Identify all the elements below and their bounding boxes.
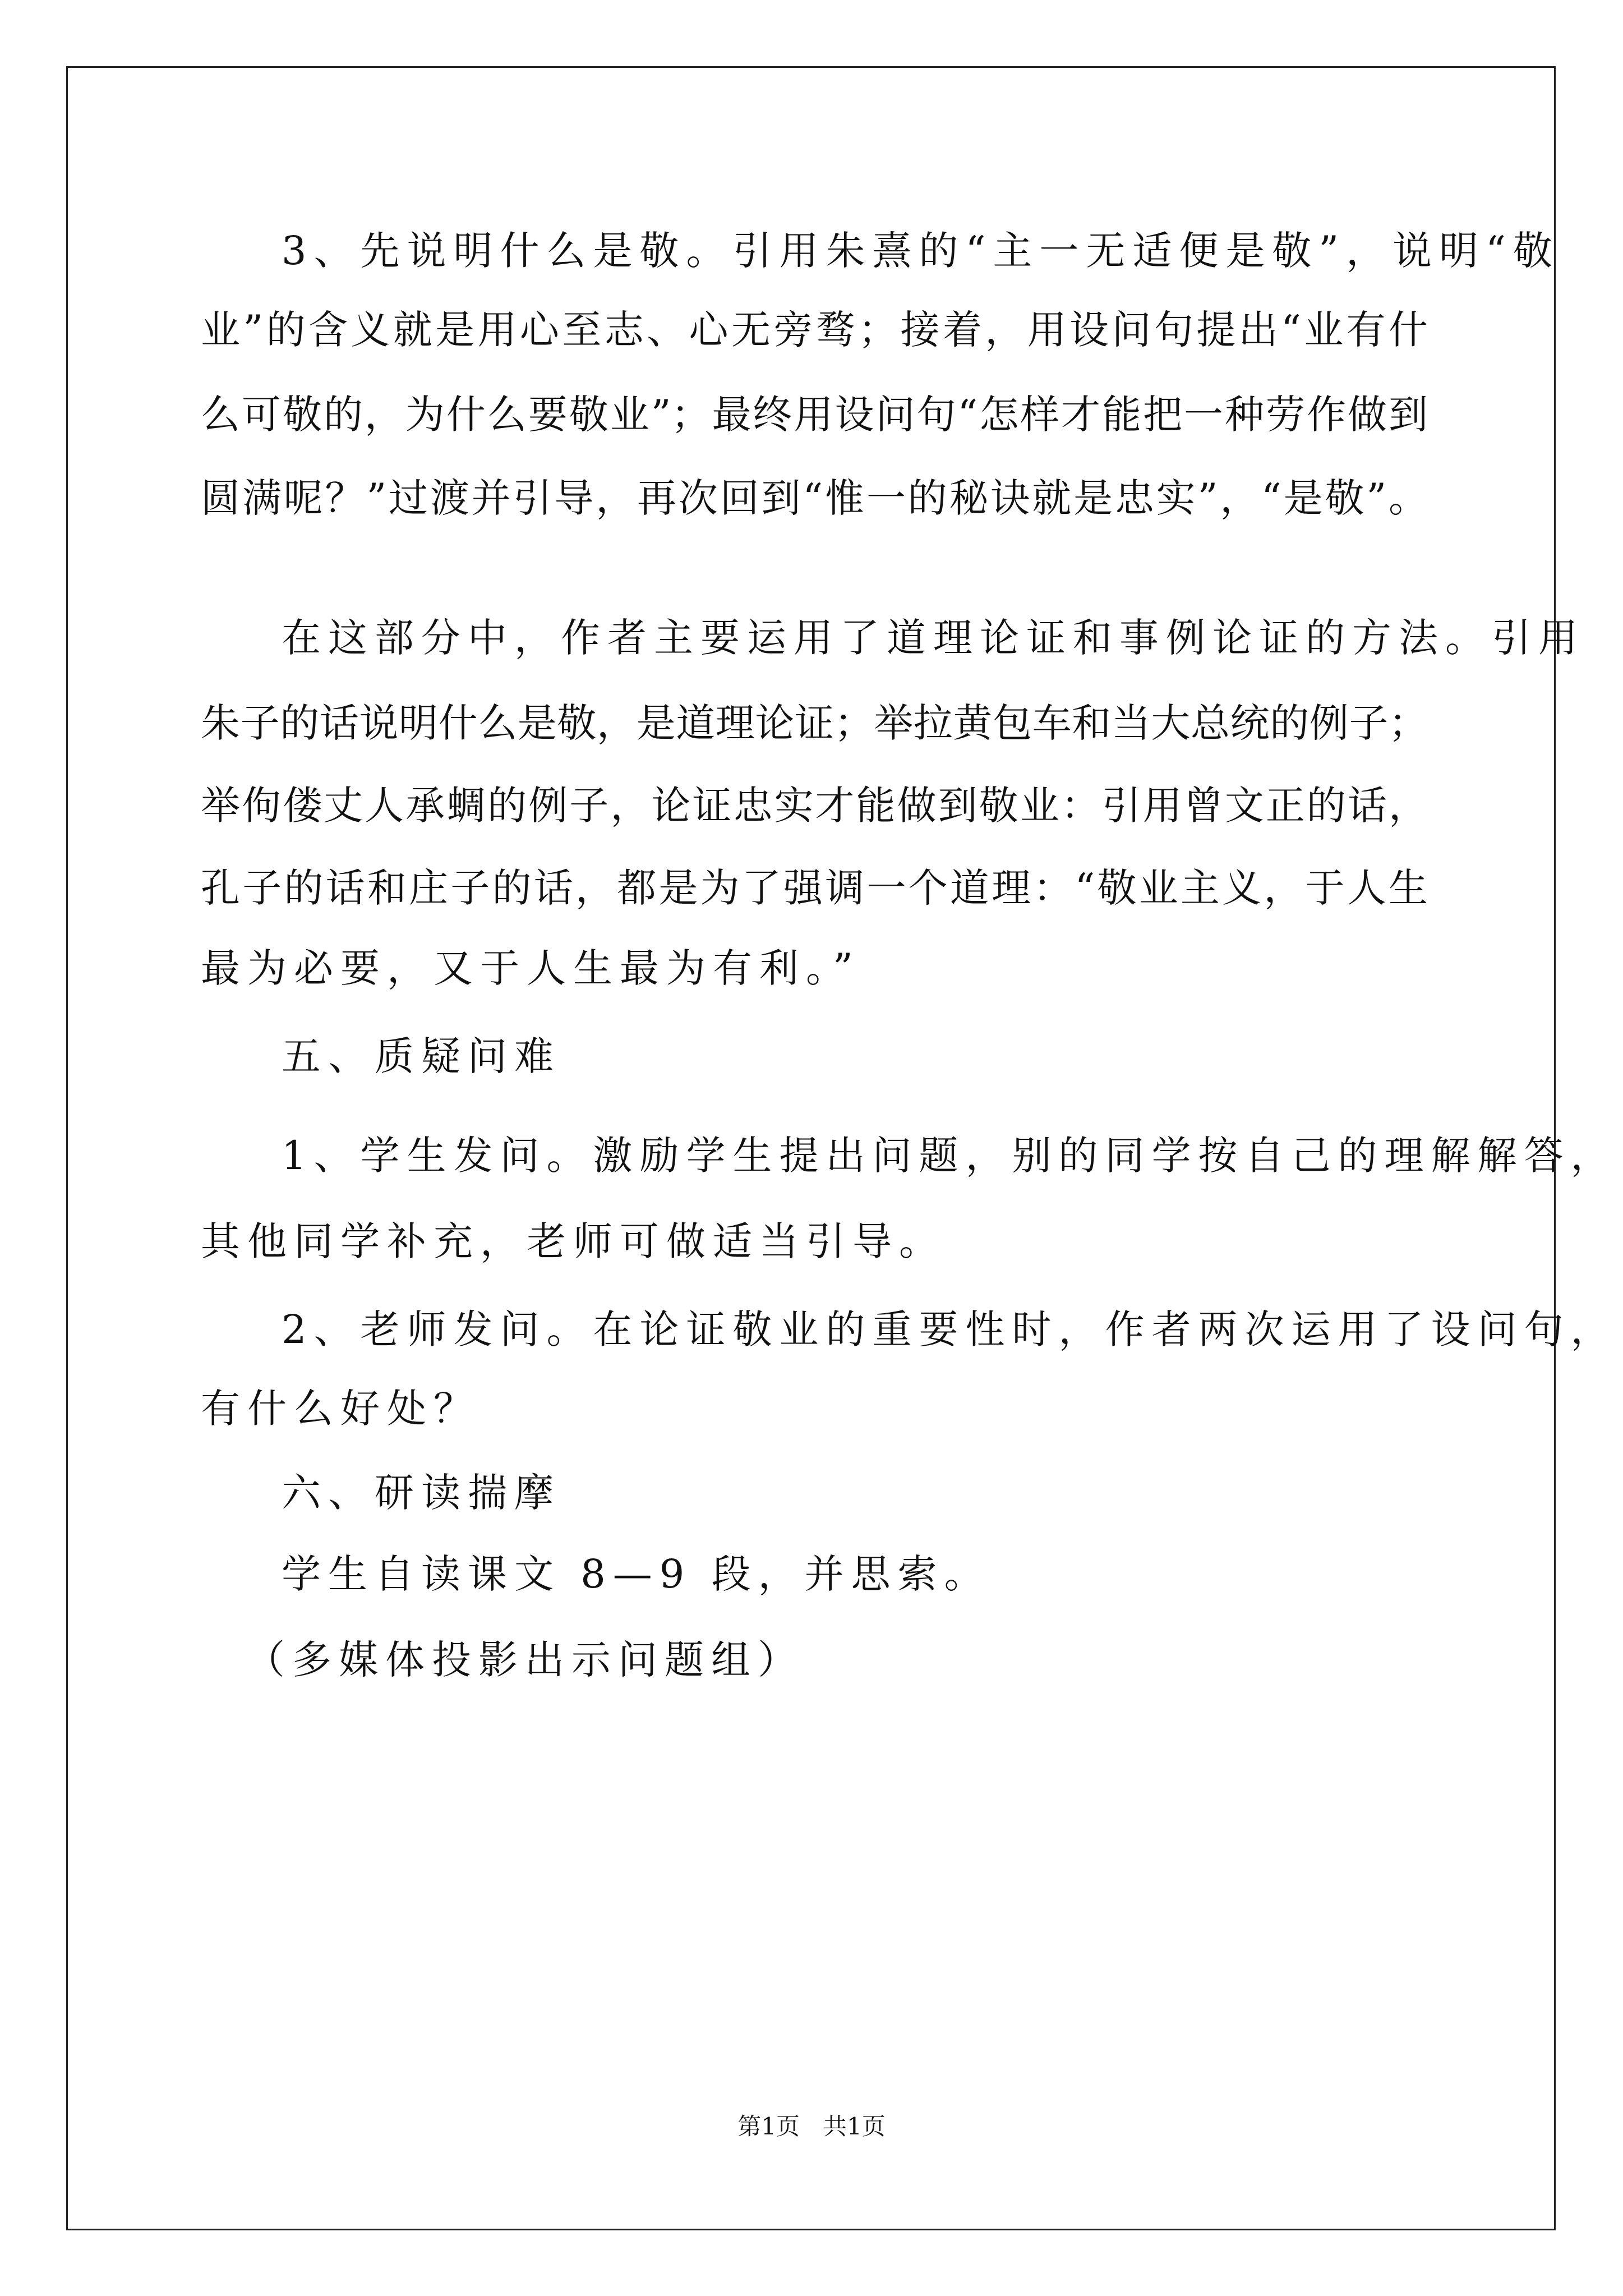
paragraph-line: 其他同学补充，老师可做适当引导。 bbox=[201, 1218, 946, 1264]
paragraph-line: 业”的含义就是用心至志、心无旁骛；接着，用设问句提出“业有什 bbox=[201, 307, 1428, 353]
paragraph-line: 举佝偻丈人承蜩的例子，论证忠实才能做到敬业：引用曾文正的话， bbox=[201, 783, 1428, 829]
paragraph-line: 最为必要，又于人生最为有利。” bbox=[201, 945, 860, 991]
paragraph-line: 有什么好处？ bbox=[201, 1386, 480, 1432]
paragraph-line: 孔子的话和庄子的话，都是为了强调一个道理：“敬业主义，于人生 bbox=[201, 865, 1428, 911]
section-heading: 六、研读揣摩 bbox=[282, 1470, 561, 1516]
section-heading: 五、质疑问难 bbox=[282, 1033, 561, 1079]
page-number: 第1页 共1页 bbox=[737, 2113, 886, 2140]
paragraph-line: 圆满呢？”过渡并引导，再次回到“惟一的秘诀就是忠实”，“是敬”。 bbox=[201, 475, 1428, 521]
paragraph-line: 3、先说明什么是敬。引用朱熹的“主一无适便是敬”，说明“敬 bbox=[282, 228, 1560, 274]
paragraph-line: 在这部分中，作者主要运用了道理论证和事例论证的方法。引用 bbox=[282, 615, 1585, 661]
paragraph-line: 学生自读课文 8—9 段，并思索。 bbox=[282, 1551, 991, 1597]
paragraph-line: 1、学生发问。激励学生提出问题，别的同学按自己的理解解答， bbox=[282, 1133, 1617, 1179]
paragraph-line: 2、老师发问。在论证敬业的重要性时，作者两次运用了设问句， bbox=[282, 1306, 1617, 1352]
paragraph-line: （多媒体投影出示问题组） bbox=[246, 1637, 804, 1683]
paragraph-line: 朱子的话说明什么是敬，是道理论证；举拉黄包车和当大总统的例子； bbox=[201, 700, 1428, 746]
paragraph-line: 么可敬的，为什么要敬业”；最终用设问句“怎样才能把一种劳作做到 bbox=[201, 392, 1428, 438]
